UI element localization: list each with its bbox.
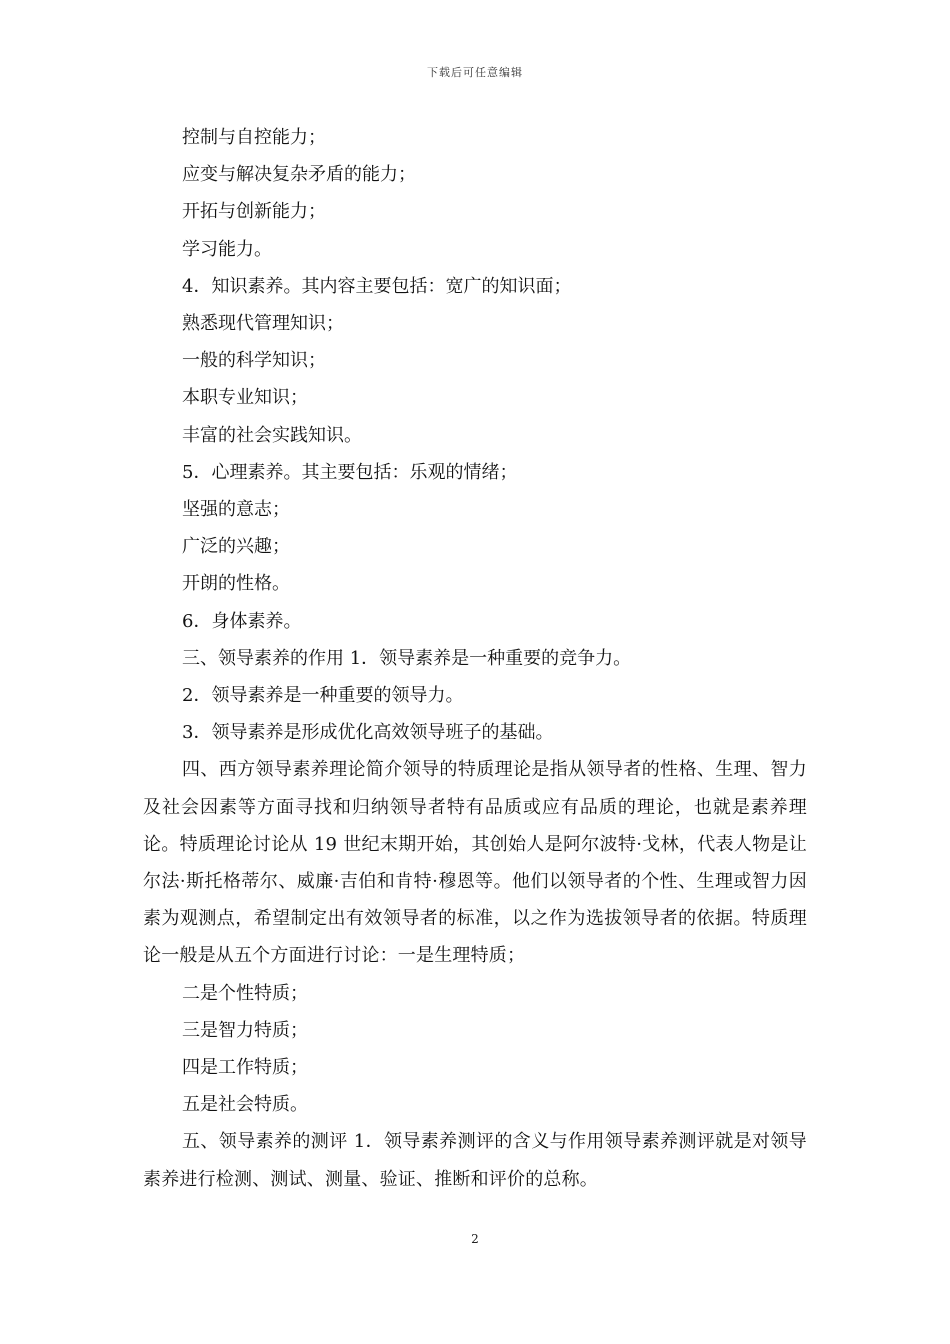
text-line: 一般的科学知识； xyxy=(182,350,326,372)
text-line: 五是社会特质。 xyxy=(182,1094,308,1116)
text-line: 5．心理素养。其主要包括：乐观的情绪； xyxy=(182,461,518,483)
text-line: 开朗的性格。 xyxy=(182,573,290,595)
text-line: 4．知识素养。其内容主要包括：宽广的知识面； xyxy=(182,275,572,297)
text-line: 学习能力。 xyxy=(182,238,272,260)
text-line: 应变与解决复杂矛盾的能力； xyxy=(182,164,416,186)
text-line: 3．领导素养是形成优化高效领导班子的基础。 xyxy=(182,722,554,744)
page-number: 2 xyxy=(471,1232,479,1246)
text-line: 本职专业知识； xyxy=(182,387,308,409)
text-line: 三是智力特质； xyxy=(182,1019,308,1041)
text-line: 开拓与创新能力； xyxy=(182,201,326,223)
paragraph-evaluation: 五、领导素养的测评 1．领导素养测评的含义与作用领导素养测评就是对领导素养进行检测、测试、测量、验证、推断和评价的总称。 xyxy=(143,1131,807,1190)
text-line: 三、领导素养的作用 1．领导素养是一种重要的竞争力。 xyxy=(182,647,632,669)
page-header: 下载后可任意编辑 xyxy=(427,66,523,79)
text-line: 控制与自控能力； xyxy=(182,127,326,148)
text-line: 6．身体素养。 xyxy=(182,610,302,632)
text-line: 丰富的社会实践知识。 xyxy=(182,424,362,446)
text-line: 2．领导素养是一种重要的领导力。 xyxy=(182,685,464,707)
text-line: 坚强的意志； xyxy=(182,499,290,521)
paragraph-west-theory: 四、西方领导素养理论简介领导的特质理论是指从领导者的性格、生理、智力及社会因素等方面寻找和归纳领导者特有品质或应有品质的理论，也就是素养理论。特质理论讨论从 19 世纪末期开始，其创始人是阿尔波特·戈林，代表人物是让尔法·斯托格蒂尔、威廉·吉伯和肯特·穆恩等。他们以领导者的个性、生理或智力因素为观测点，希望制定出有效领导者的标准，以之作为选拔领导者的依据。特质理论一般是从五个方面进行讨论：一是生理特质； xyxy=(143,759,807,967)
text-line: 四是工作特质； xyxy=(182,1057,308,1079)
text-line: 广泛的兴趣； xyxy=(182,536,290,558)
document-body xyxy=(143,119,807,1198)
text-line: 熟悉现代管理知识； xyxy=(182,313,344,335)
text-line: 二是个性特质； xyxy=(182,982,308,1004)
